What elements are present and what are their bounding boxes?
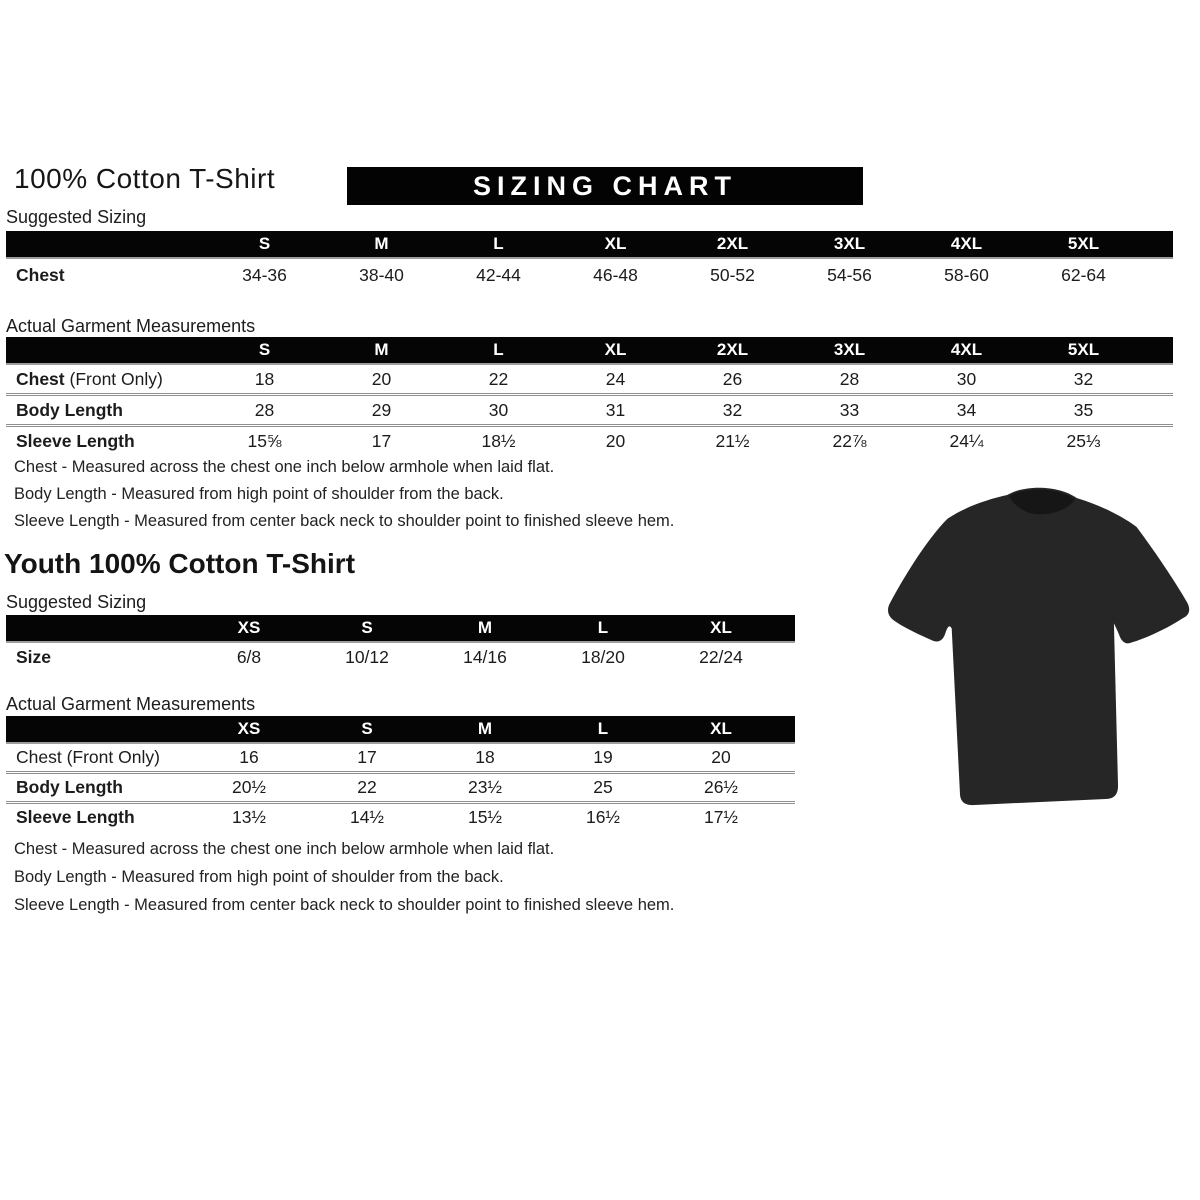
- note-line: Body Length - Measured from high point of shoulder from the back.: [14, 868, 504, 886]
- size-column-header: L: [440, 231, 557, 258]
- size-column-header: S: [206, 337, 323, 364]
- empty-header-cell: [6, 716, 190, 743]
- table-row: [6, 426, 1173, 456]
- measurement-value: 31: [557, 395, 674, 426]
- measurement-value: 10/12: [345, 646, 389, 667]
- size-column-header: 5XL: [1025, 231, 1142, 258]
- measurement-value: 58-60: [944, 265, 989, 285]
- size-column-header: 2XL: [674, 337, 791, 364]
- page-title: 100% Cotton T-Shirt: [14, 163, 276, 194]
- measurement-value: 25⅓: [1066, 430, 1101, 451]
- table-row: [6, 364, 1173, 395]
- table-header-row: [6, 337, 1173, 364]
- measurement-value: 22/24: [699, 646, 743, 667]
- tshirt-graphic: [886, 476, 1194, 818]
- size-column-header: S: [308, 615, 426, 642]
- size-column-header: 4XL: [908, 231, 1025, 258]
- measurement-value: 30: [908, 364, 1025, 395]
- size-column-header: XS: [190, 615, 308, 642]
- measurement-value: 16: [190, 743, 308, 773]
- measurement-value: 22: [440, 364, 557, 395]
- measurement-value: 18½: [481, 430, 516, 451]
- row-label: Chest (Front Only): [6, 364, 206, 395]
- size-column-header: L: [544, 716, 662, 743]
- note-line: Sleeve Length - Measured from center back neck to shoulder point to finished sleeve hem.: [14, 896, 675, 914]
- size-column-header: 5XL: [1025, 337, 1142, 364]
- size-column-header: 3XL: [791, 231, 908, 258]
- measurement-value: 18: [206, 364, 323, 395]
- empty-header-cell: [6, 615, 190, 642]
- measurement-value: 28: [206, 395, 323, 426]
- measurement-value: 32: [1025, 364, 1142, 395]
- measurement-value: 54-56: [827, 265, 872, 285]
- youth-actual-measurements-label: Actual Garment Measurements: [6, 694, 256, 714]
- measurement-value: 32: [674, 395, 791, 426]
- tshirt-body: [888, 488, 1189, 805]
- size-column-header: XS: [190, 716, 308, 743]
- size-column-header: M: [323, 337, 440, 364]
- empty-header-cell: [6, 231, 206, 258]
- table-row: [6, 395, 1173, 426]
- adult-suggested-sizing-table: [6, 231, 1173, 292]
- sizing-chart-banner: SIZING CHART: [347, 167, 863, 205]
- table-header-row: [6, 231, 1173, 258]
- measurement-value: 30: [440, 395, 557, 426]
- size-column-header: 4XL: [908, 337, 1025, 364]
- size-column-header: L: [440, 337, 557, 364]
- measurement-value: 35: [1025, 395, 1142, 426]
- measurement-value: 20: [605, 430, 626, 451]
- size-column-header: 3XL: [791, 337, 908, 364]
- note-line: Body Length - Measured from high point of shoulder from the back.: [14, 485, 504, 503]
- size-column-header: M: [426, 615, 544, 642]
- size-column-header: XL: [557, 231, 674, 258]
- table-row: [6, 803, 795, 832]
- youth-actual-measurements-table: [6, 716, 795, 831]
- adult-suggested-sizing-label: Suggested Sizing: [6, 207, 147, 227]
- measurement-value: 16½: [585, 807, 621, 827]
- note-line: Sleeve Length - Measured from center back neck to shoulder point to finished sleeve hem.: [14, 512, 675, 530]
- measurement-value: 18: [426, 743, 544, 773]
- size-column-header: XL: [557, 337, 674, 364]
- row-label: Size: [16, 646, 52, 667]
- measurement-value: 22: [308, 773, 426, 803]
- adult-actual-measurements-table: [6, 337, 1173, 455]
- table-header-row: [6, 615, 795, 642]
- table-header-row: [6, 716, 795, 743]
- row-label: Chest (Front Only): [6, 743, 190, 773]
- measurement-value: 21½: [715, 430, 750, 451]
- youth-suggested-sizing-table: [6, 615, 795, 671]
- measurement-value: 22⅞: [832, 430, 867, 451]
- measurement-value: 20: [323, 364, 440, 395]
- row-label: Sleeve Length: [16, 430, 135, 451]
- filler-header-cell: [1142, 337, 1173, 364]
- adult-measurement-notes: [14, 458, 674, 539]
- measurement-value: 15½: [467, 807, 503, 827]
- measurement-value: 14/16: [463, 646, 507, 667]
- size-column-header: S: [308, 716, 426, 743]
- measurement-value: 50-52: [710, 265, 755, 285]
- measurement-value: 24: [557, 364, 674, 395]
- table-row: [6, 773, 795, 803]
- empty-header-cell: [6, 337, 206, 364]
- size-column-header: M: [323, 231, 440, 258]
- measurement-value: 15⅝: [247, 430, 282, 451]
- measurement-value: 13½: [231, 807, 267, 827]
- measurement-value: 20½: [190, 773, 308, 803]
- measurement-value: 14½: [349, 807, 385, 827]
- size-column-header: 2XL: [674, 231, 791, 258]
- size-column-header: L: [544, 615, 662, 642]
- size-column-header: XL: [662, 615, 780, 642]
- measurement-value: 26: [674, 364, 791, 395]
- size-column-header: M: [426, 716, 544, 743]
- filler-header-cell: [1142, 231, 1173, 258]
- measurement-value: 17½: [703, 807, 739, 827]
- measurement-value: 25: [544, 773, 662, 803]
- size-column-header: S: [206, 231, 323, 258]
- measurement-value: 23½: [426, 773, 544, 803]
- measurement-value: 29: [323, 395, 440, 426]
- measurement-value: 17: [308, 743, 426, 773]
- measurement-value: 46-48: [593, 265, 638, 285]
- row-label: Chest: [16, 265, 65, 285]
- size-column-header: XL: [662, 716, 780, 743]
- black-tshirt-image: [886, 476, 1194, 818]
- measurement-value: 20: [662, 743, 780, 773]
- row-label: Body Length: [6, 395, 206, 426]
- note-line: Chest - Measured across the chest one inch below armhole when laid flat.: [14, 458, 555, 476]
- measurement-value: 38-40: [359, 265, 404, 285]
- table-row: [6, 258, 1173, 292]
- measurement-value: 19: [544, 743, 662, 773]
- measurement-value: 28: [791, 364, 908, 395]
- measurement-value: 34-36: [242, 265, 287, 285]
- youth-measurement-notes: [14, 840, 674, 924]
- measurement-value: 6/8: [236, 646, 262, 667]
- row-label: Body Length: [6, 773, 190, 803]
- youth-suggested-sizing-label: Suggested Sizing: [6, 592, 147, 612]
- measurement-value: 33: [791, 395, 908, 426]
- measurement-value: 26½: [662, 773, 780, 803]
- table-row: [6, 642, 795, 671]
- measurement-value: 18/20: [581, 646, 625, 667]
- filler-header-cell: [780, 716, 795, 743]
- measurement-value: 17: [371, 430, 392, 451]
- adult-actual-measurements-label: Actual Garment Measurements: [6, 316, 256, 336]
- measurement-value: 24¼: [949, 430, 984, 451]
- measurement-value: 62-64: [1061, 265, 1106, 285]
- note-line: Chest - Measured across the chest one inch below armhole when laid flat.: [14, 840, 555, 858]
- filler-header-cell: [780, 615, 795, 642]
- measurement-value: 42-44: [476, 265, 521, 285]
- measurement-value: 34: [908, 395, 1025, 426]
- youth-section-title: Youth 100% Cotton T-Shirt: [4, 548, 356, 579]
- table-row: [6, 743, 795, 773]
- row-label: Sleeve Length: [16, 807, 135, 827]
